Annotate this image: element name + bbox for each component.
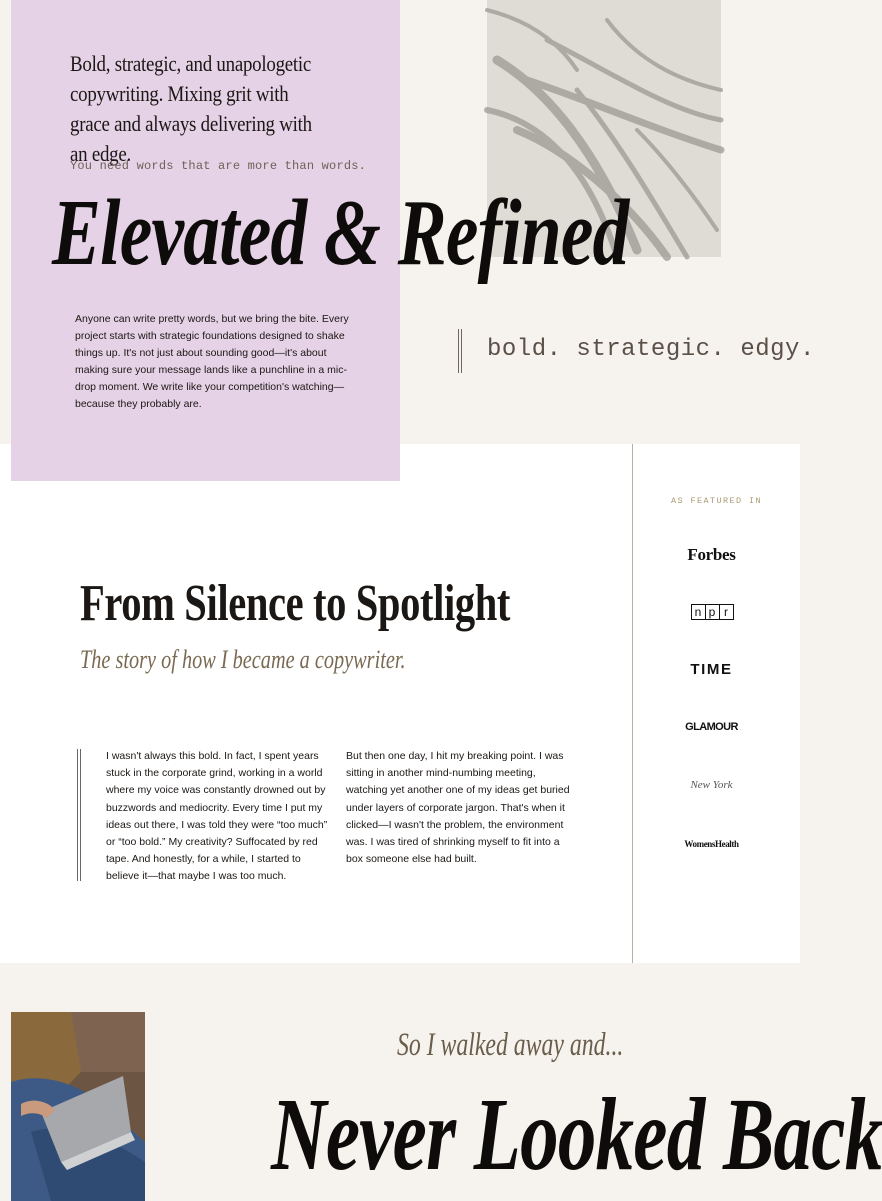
- npr-logo-letter: r: [719, 604, 734, 620]
- tagline-divider: [458, 329, 462, 373]
- intro-subline: You need words that are more than words.: [70, 159, 367, 173]
- story-column-2: But then one day, I hit my breaking point. I was sitting in another mind-numbing meeting, watching yet another one of my ideas get buried under layers of corporate jargon. That's when it clicked—I wasn't the problem, the environment was. I was tired of shrinking myself to fit into a box someone else had built.: [346, 750, 570, 866]
- npr-logo-letter: p: [705, 604, 720, 620]
- story-title: From Silence to Spotlight: [80, 575, 511, 632]
- tagline: bold. strategic. edgy.: [487, 336, 815, 363]
- story-divider: [77, 749, 81, 881]
- forbes-logo: Forbes: [687, 545, 736, 564]
- sidebar-divider: [632, 444, 633, 963]
- hero-title: Elevated & Refined: [52, 181, 629, 285]
- laptop-photo: [11, 1012, 145, 1201]
- npr-logo: [633, 603, 790, 621]
- npr-logo-letter: n: [691, 604, 706, 620]
- story-column-1: I wasn't always this bold. In fact, I spent years stuck in the corporate grind, working in a world where my voice was constantly drowned out by buzzwords and mediocrity. Every time I put my ideas out there, I was told they were “too much” or “too bold.” My creativity? Suffocated by red tape. And honestly, for a while, I started to believe it—that maybe I was too much.: [106, 750, 328, 883]
- featured-label: AS FEATURED IN: [670, 496, 762, 506]
- hero-body-text: Anyone can write pretty words, but we bring the bite. Every project starts with strategic foundations designed to shake things up. It's not just about sounding good—it's about making sure your message lands like a punchline in a mic-drop moment. We write like your competition's watching—because they probably are.: [75, 313, 349, 410]
- closing-kicker: So I walked away and...: [397, 1027, 624, 1063]
- new-york-logo: New York: [690, 779, 733, 791]
- story-subtitle: The story of how I became a copywriter.: [80, 645, 406, 674]
- glamour-logo: GLAMOUR: [685, 721, 738, 733]
- closing-title: Never Looked Back: [271, 1077, 882, 1192]
- intro-statement: Bold, strategic, and unapologetic copywriting. Mixing grit with grace and always delivering with an edge.: [70, 51, 312, 166]
- womens-health-logo: WomensHealth: [684, 839, 739, 849]
- time-logo: TIME: [690, 661, 733, 678]
